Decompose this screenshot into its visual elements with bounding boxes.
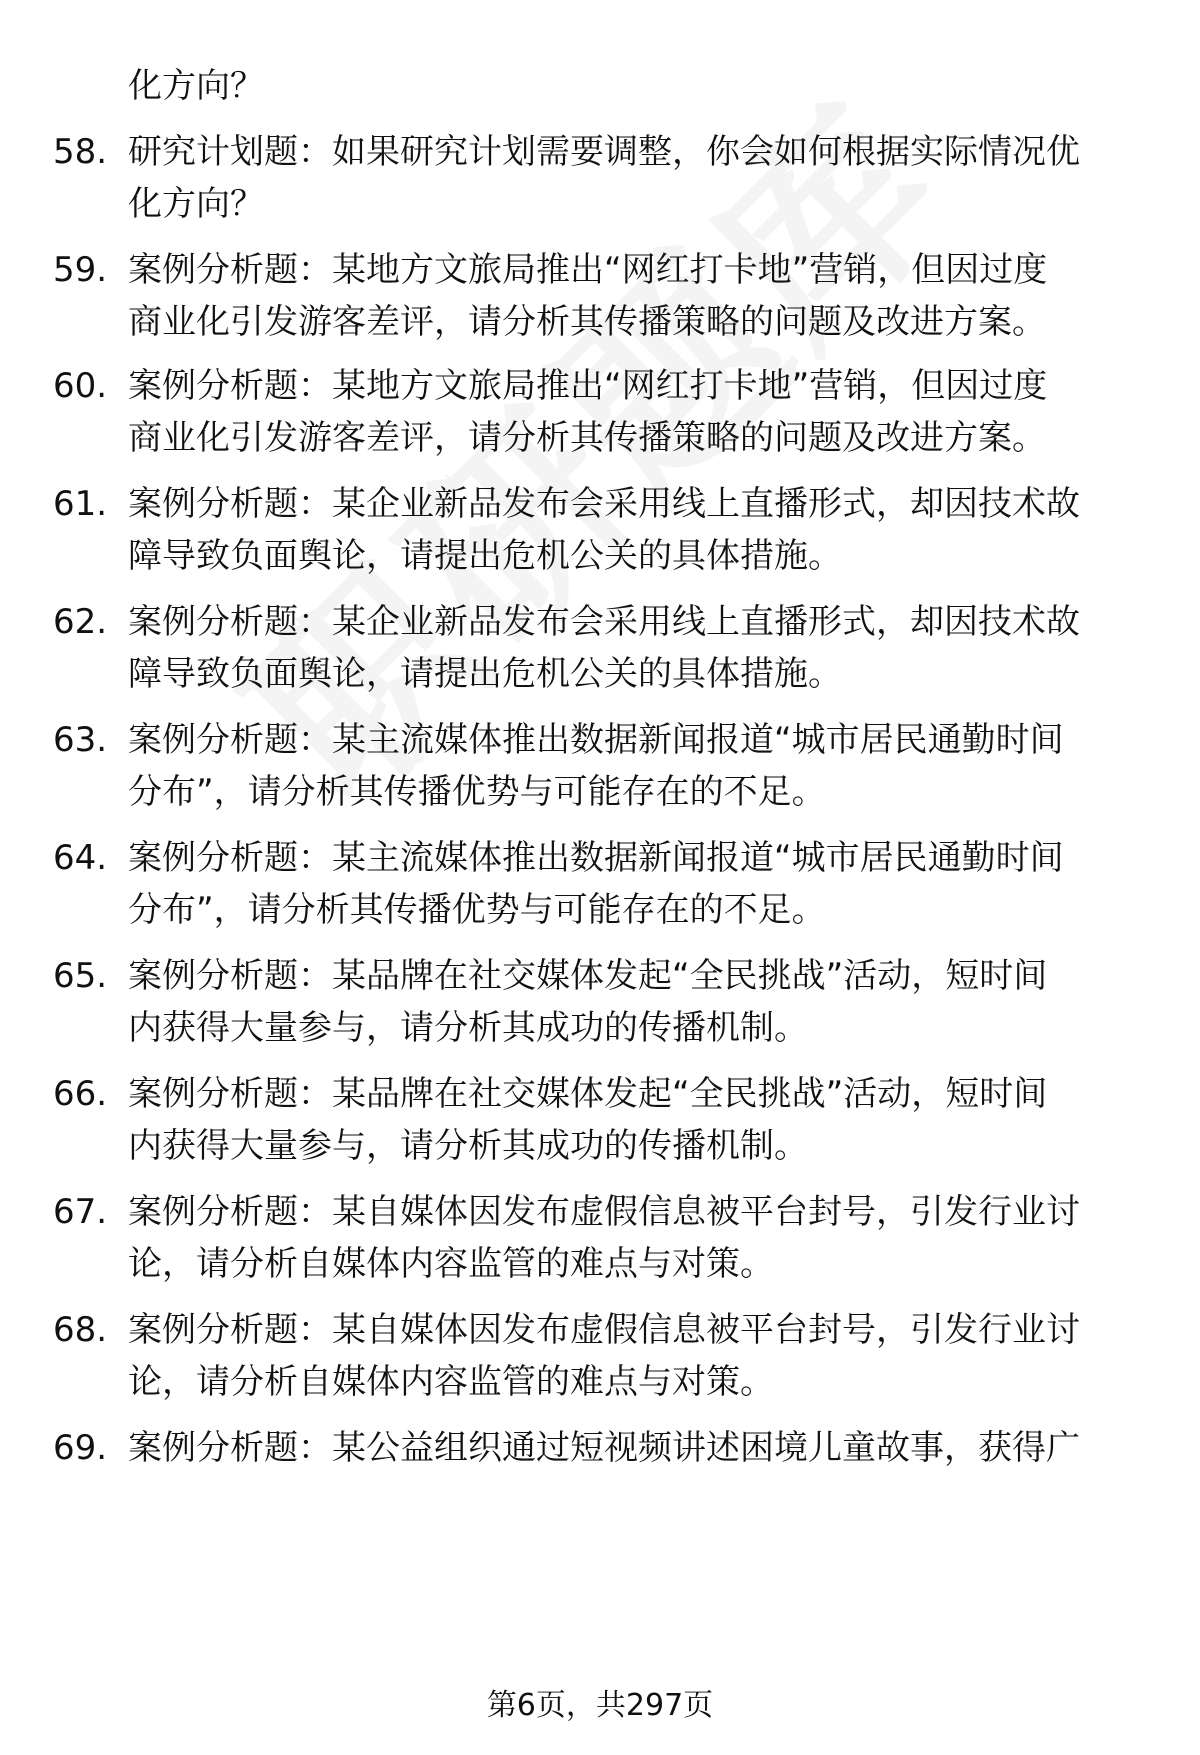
- question-line: 案例分析题：某自媒体因发布虚假信息被平台封号，引发行业讨: [128, 1192, 1080, 1232]
- question-line: 案例分析题：某主流媒体推出数据新闻报道“城市居民通勤时间: [128, 838, 1064, 878]
- question-line: 案例分析题：某公益组织通过短视频讲述困境儿童故事，获得广: [128, 1428, 1080, 1468]
- question-number: 58.: [53, 132, 108, 172]
- question-text: [128, 1068, 1143, 1172]
- question-line: 论，请分析自媒体内容监管的难点与对策。: [128, 1244, 774, 1284]
- question-text: [128, 1304, 1143, 1408]
- question-line: 分布”，请分析其传播优势与可能存在的不足。: [128, 772, 826, 812]
- question-number: 65.: [53, 956, 108, 996]
- question-line: 化方向？: [128, 184, 264, 224]
- question-line: 案例分析题：某企业新品发布会采用线上直播形式，却因技术故: [128, 602, 1080, 642]
- question-text: [128, 360, 1143, 464]
- question-line: 案例分析题：某主流媒体推出数据新闻报道“城市居民通勤时间: [128, 720, 1064, 760]
- question-text: [128, 1186, 1143, 1290]
- question-number: 69.: [53, 1428, 108, 1468]
- question-line: 商业化引发游客差评，请分析其传播策略的问题及改进方案。: [128, 418, 1046, 458]
- question-text: [128, 950, 1143, 1054]
- question-text: [128, 1422, 1143, 1474]
- question-number: 61.: [53, 484, 108, 524]
- question-number: 62.: [53, 602, 108, 642]
- question-text: [128, 714, 1143, 818]
- question-line: 案例分析题：某品牌在社交媒体发起“全民挑战”活动，短时间: [128, 1074, 1048, 1114]
- question-line: 内获得大量参与，请分析其成功的传播机制。: [128, 1008, 808, 1048]
- question-line: 障导致负面舆论，请提出危机公关的具体措施。: [128, 536, 842, 576]
- question-number: 64.: [53, 838, 108, 878]
- question-line: 内获得大量参与，请分析其成功的传播机制。: [128, 1126, 808, 1166]
- question-text: [128, 478, 1143, 582]
- question-text: [128, 596, 1143, 700]
- question-number: 60.: [53, 366, 108, 406]
- question-line: 论，请分析自媒体内容监管的难点与对策。: [128, 1362, 774, 1402]
- question-line: 案例分析题：某地方文旅局推出“网红打卡地”营销，但因过度: [128, 250, 1048, 290]
- question-text: [128, 832, 1143, 936]
- question-number: 67.: [53, 1192, 108, 1232]
- question-number: 66.: [53, 1074, 108, 1114]
- question-line: 研究计划题：如果研究计划需要调整，你会如何根据实际情况优: [128, 132, 1080, 172]
- question-line: 分布”，请分析其传播优势与可能存在的不足。: [128, 890, 826, 930]
- question-text: [128, 244, 1143, 348]
- question-number: 59.: [53, 250, 108, 290]
- question-line: 案例分析题：某企业新品发布会采用线上直播形式，却因技术故: [128, 484, 1080, 524]
- page-footer: 第6页，共297页: [486, 1688, 714, 1723]
- question-text: [128, 126, 1143, 230]
- question-line: 案例分析题：某自媒体因发布虚假信息被平台封号，引发行业讨: [128, 1310, 1080, 1350]
- question-line: 化方向？: [128, 66, 264, 106]
- question-line: 案例分析题：某品牌在社交媒体发起“全民挑战”活动，短时间: [128, 956, 1048, 996]
- question-number: 68.: [53, 1310, 108, 1350]
- question-line: 案例分析题：某地方文旅局推出“网红打卡地”营销，但因过度: [128, 366, 1048, 406]
- question-line: 障导致负面舆论，请提出危机公关的具体措施。: [128, 654, 842, 694]
- question-number: 63.: [53, 720, 108, 760]
- question-line: 商业化引发游客差评，请分析其传播策略的问题及改进方案。: [128, 302, 1046, 342]
- question-text: [128, 60, 1143, 112]
